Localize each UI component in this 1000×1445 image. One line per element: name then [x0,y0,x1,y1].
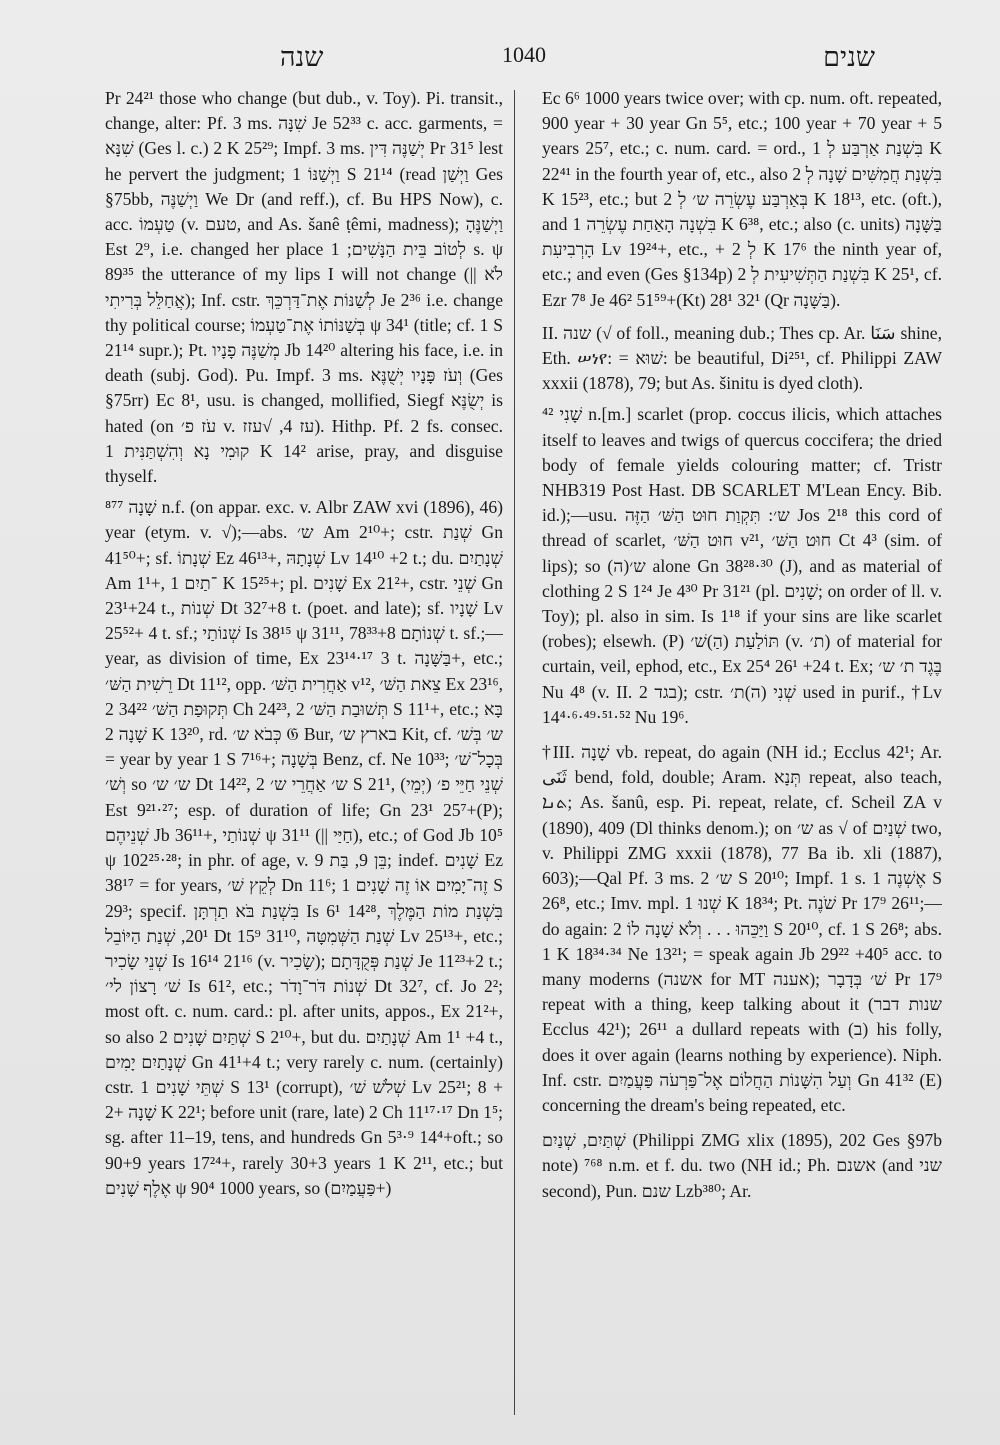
entry-shanah-year: שָׁנָה ⁸⁷⁷ n.f. (on appar. exc. v. Albr ZAW xvi (1896), 46) year (etym. v. √);—abs. ש׳ Am 2¹⁰+; cstr. שְׁנַת Gn 41⁵⁰+; sf. שְׁנָתוֹ Ez 46¹³+, שְׁנָתָהּ Lv 14¹⁰ +2 t.; du. שְׁנָתַיִם Am 1¹+, ־תַיִם 1 K 15²⁵+; pl. שָׁנִים Ex 21²+, cstr. שְׁנֵי Gn 23¹+24 t., שְׁנוֹת Dt 32⁷+8 t. (poet. and late); sf. שָׁנָיו Lv 25⁵²+ 4 t. sf.; שְׁנוֹתַי Is 38¹⁵ ψ 31¹¹, שְׁנוֹתָם 78³³+8 t. sf.;—year, as division of time, Ex 23¹⁴·¹⁷ 3 t. בַּשָּׁנָה+, etc.; רֵשִׁית הַשּׁ׳ Dt 11¹², opp. אַחֲרִית הַשּׁ׳ v¹², צֵאת הַשּׁ׳ Ex 23¹⁶, תְּקוּפַת הַשּׁ׳ 34²² 2 Ch 24²³, תְּשׁוּבַת הַשּׁ׳ 2 S 11¹+, etc.; בָּא שָׁנָה 2 K 13²⁰, rd. כְּבֹא ש׳ 𝔊 Bur, בארץ ש׳ Kit, cf. ש׳ בְּשׁ׳ = year by year 1 S 7¹⁶+; בְּשָׁנָה Benz, cf. Ne 10³³; בְּכָל־שׁ׳ וְשׁ׳ so ש׳ ש׳ Dt 14²², ש׳ אַחֲרֵי ש׳ 2 S 21¹, (יְמֵי) שְׁנֵי חַיֵּי פ׳ Est 9²¹·²⁷; esp. of duration of life; Gn 23¹ 25⁷+(P); שְׁנֵיהֶם Jb 36¹¹+, שְׁנוֹתַי ψ 31¹¹ (|| חַיַּי), etc.; of God Jb 10⁵ ψ 102²⁵·²⁸; in phr. of age, v. בֵּן 9, בַּת 9; indef. שָׁנִים Ez 38¹⁷ = for years, לְקֵץ שׁ׳ Dn 11⁶; זֶה־יָמִים אוֹ זֶה שָׁנִים 1 S 29³; specif. בִּשְׁנַת בֹּא תַרְתָּן Is 6¹ 14²⁸, בִּשְׁנַת מוֹת הַמֶּלֶךְ 20¹, שְׁנַת הַיּוֹבֵל Dt 15⁹ 31¹⁰, שְׁנַת הַשְּׁמִטָּה Lv 25¹³+, etc.; שְׁנֵי שָׂכִיר Is 16¹⁴ 21¹⁶ (v. שָׂכִיר); שְׁנַת פְּקֻדָּתָם Je 11²³+2 t.; שׁ׳ רָצוֹן לי׳ Is 61², etc.; שְׁנוֹת דֹּר־וָדֹר Dt 32⁷, cf. Jo 2²; most oft. c. num. card.: pl. after units, appos., Ex 21²+, so also שְׁתַּיִם שָׁנִים 2 S 2¹⁰+, but du. שְׁנָתַיִם Am 1¹ +4 t., שְׁנָתַיִם יָמִים Gn 41¹+4 t.; very rarely c. num. (certainly) cstr. שְׁתֵּי שָׁנִים 1 S 13¹ (corrupt), שְׁלֹשׁ שׁ׳ Lv 25²¹; 8 + שָׁנָה +2 K 22¹; before unit (rare, late) 2 Ch 11¹⁷·¹⁷ Dn 1⁵; sg. after 11–19, tens, and hundreds Gn 5³·⁹ 14⁴+oft.; so 90+9 years 17²⁴+, rarely 30+3 years 1 K 2¹¹, etc.; but אֶלֶף שָׁנִים ψ 90⁴ 1000 years, so (פַּעֲמַיִם+) [105,497,503,1198]
column-divider [514,90,515,1415]
entry-shenayim-two: שְׁתַּיִם, שְׁנַיִם (Philippi ZMG xlix (1895), 202 Ges §97b note) ⁷⁶⁸ n.m. et f. du. two (NH id.; Ph. אשנם (and שני second), Pun. שנם Lzb³⁸⁰; Ar. [542,1130,942,1201]
entry-continuation-right: Ec 6⁶ 1000 years twice over; with cp. num. oft. repeated, 900 year + 30 year Gn 5⁵, etc.; 100 year + 70 year + 5 years 25⁷, etc.; c. num. card. = ord., בִּשְׁנַת אַרְבַּע לְ 1 K 22⁴¹ in the fourth year of, etc., also בִּשְׁנַת חֲמִשִּׁים שָׁנָה לְ 2 K 15²³, etc.; but בְּאַרְבַּע עֶשְׂרֵה ש׳ לְ 2 K 18¹³, etc. (oft.), and בִּשְׁנָה הָאַחַת עֶשְׂרֵה 1 K 6³⁸, etc.; also (c. units) בַּשָּׁנָה הָרְבִיעִת Lv 19²⁴+, etc., + לְ 2 K 17⁶ the ninth year of, etc.; and even (Ges §134p) בִּשְׁנַת הַתְּשִׁיעִית לְ 2 K 25¹, cf. Ezr 7⁸ Je 46² 51⁵⁹+(Kt) 28¹ 32¹ (Qr בַּשָּׁנָה). [542,88,942,310]
entry-continuation: Pr 24²¹ those who change (but dub., v. Toy). Pi. transit., change, alter: Pf. 3 ms. שִׁנָּה Je 52³³ c. acc. garments, = שִׁנָּא (Ges l. c.) 2 K 25²⁹; Impf. 3 ms. יְשַׁנֶּה דִּין Pr 31⁵ lest he pervert the judgment; וַיְשַׁנּוֹ 1 S 21¹⁴ (read וַיְשַׁן Ges §75bb, וַיְשַׁנֶּה We Dr (and reff.), cf. Bu HPS Now), c. acc. טַעְמוֹ (v. טעם, and As. šanê ṭêmi, madness); וַיְשַׁנֶּהָ Est 2⁹, i.e. changed her place לְטוֹב בֵּית הַנָּשִׁים; 1 s. ψ 89³⁵ the utterance of my lips I will not change (|| לֹא אֲחַלֵּל בְּרִיתִי); Inf. cstr. לְשַׁנּוֹת אֶת־דַּרְכֵּךְ Je 2³⁶ i.e. change thy political course; בְּשַׁנּוֹתוֹ אֶת־טַעְמוֹ ψ 34¹ (title; cf. 1 S 21¹⁴ supr.); Pt. מְשַׁנֶּה פָנָיו Jb 14²⁰ altering his face, i.e. in death (subj. God). Pu. Impf. 3 ms. וְעֹז פָּנָיו יְשֻׁנֶּא (Ges §75rr) Ec 8¹, usu. is changed, mollified, Siegf יְשֻׂנֶּא is hated (on עֹז פ׳ v. עז 4, √עזז). Hithp. Pf. 2 fs. consec. קוּמִי נָא וְהִשְׁתַּנִּית 1 K 14² arise, pray, and disguise thyself. [105,88,503,487]
entry-shani-scarlet: שָׁנִי ⁴² n.[m.] scarlet (prop. coccus ilicis, which attaches itself to leaves and twigs of quercus coccifera; the dried body of female yields colouring matter; cf. Tristr NHB319 Post Hast. DB SCARLET M'Lean Ency. Bib. id.);—usu. ש׳: תִּקְוַת חוּט הַשּׁ׳ הַזֶּה Jos 2¹⁸ this cord of thread of scarlet, חוּט הַשּׁ׳ v²¹, חוּט הַשּׁ׳ Ct 4³ (sim. of lips); so (ה)ש׳ alone Gn 38²⁸·³⁰ (J), and as material of clothing 2 S 1²⁴ Je 4³⁰ Pr 31²¹ (pl. שָׁנִים; on order of ll. v. Toy); pl. also in sim. Is 1¹⁸ if your sins are like scarlet (robes); elsewh. (P) תּוֹלַעַת (הַ)שׁ׳ (v. ת׳) of material for curtain, veil, ephod, etc., Ex 25⁴ 26¹ +24 t. Ex; בֶּגֶד ת׳ ש׳ Nu 4⁸ (v. II. בגד 2); cstr. שְׁנִי (ה)ת׳ used in purif., †Lv 14⁴·⁶·⁴⁹·⁵¹·⁵² Nu 19⁶. [542,404,942,727]
header-right-word: שנים [823,42,875,73]
entry-root-ii: II. שנה (√ of foll., meaning dub.; Thes cp. Ar. سَنَا shine, Eth. ሠነየ: = שׁוּא: be beautiful, Di²⁵¹, cf. Philippi ZAW xxxii (1878), 79; but As. šinitu is dyed cloth). [542,322,942,394]
left-column [105,86,503,1416]
entry-root-iii: †III. שָׁנָה vb. repeat, do again (NH id.; Ecclus 42¹; Ar. ثَنَى bend, fold, double; Aram. תְּנָא repeat, also teach, ܬܢܐ; As. šanû, esp. Pi. repeat, relate, cf. Scheil ZA v (1890), 409 (Dl thinks denom.); on ש׳ as √ of שְׁנַיִם two, v. Philippi ZMG xxxii (1878), 77 Ba ib. xli (1887), 603);—Qal Pf. 3 ms. ש׳ 2 S 20¹⁰; Impf. 1 s. אֶשְׁנֶה 1 S 26⁸, etc.; Imv. mpl. שְׁנוּ 1 K 18³⁴; Pt. שֹׁנֶה Pr 17⁹ 26¹¹;—do again: וַיַּכֵּהוּ . . . וְלֹא שָׁנָה לוֹ 2 S 20¹⁰, cf. 1 S 26⁸; abs. 1 K 18³⁴·³⁴ Ne 13²¹; = speak again Jb 29²² +40⁵ acc. to many moderns (אשנה for MT אענה); שׁ׳ בְּדָבָר Pr 17⁹ repeat with a thing, keep talking about it (שנות דבר Ecclus 42¹); 26¹¹ a dullard repeats with (ב) his folly, does it over again (learns nothing by experience). Niph. Inf. cstr. וְעַל הִשָּׁנוֹת הַחֲלוֹם אֶל־פַּרְעֹה פַּעֲמַיִם Gn 41³² (E) concerning the dream's being repeated, etc. [542,742,942,1115]
page-number: 1040 [502,42,546,67]
header-left-word: שנה [280,42,324,73]
right-column [542,86,942,1416]
page-header [95,38,935,78]
